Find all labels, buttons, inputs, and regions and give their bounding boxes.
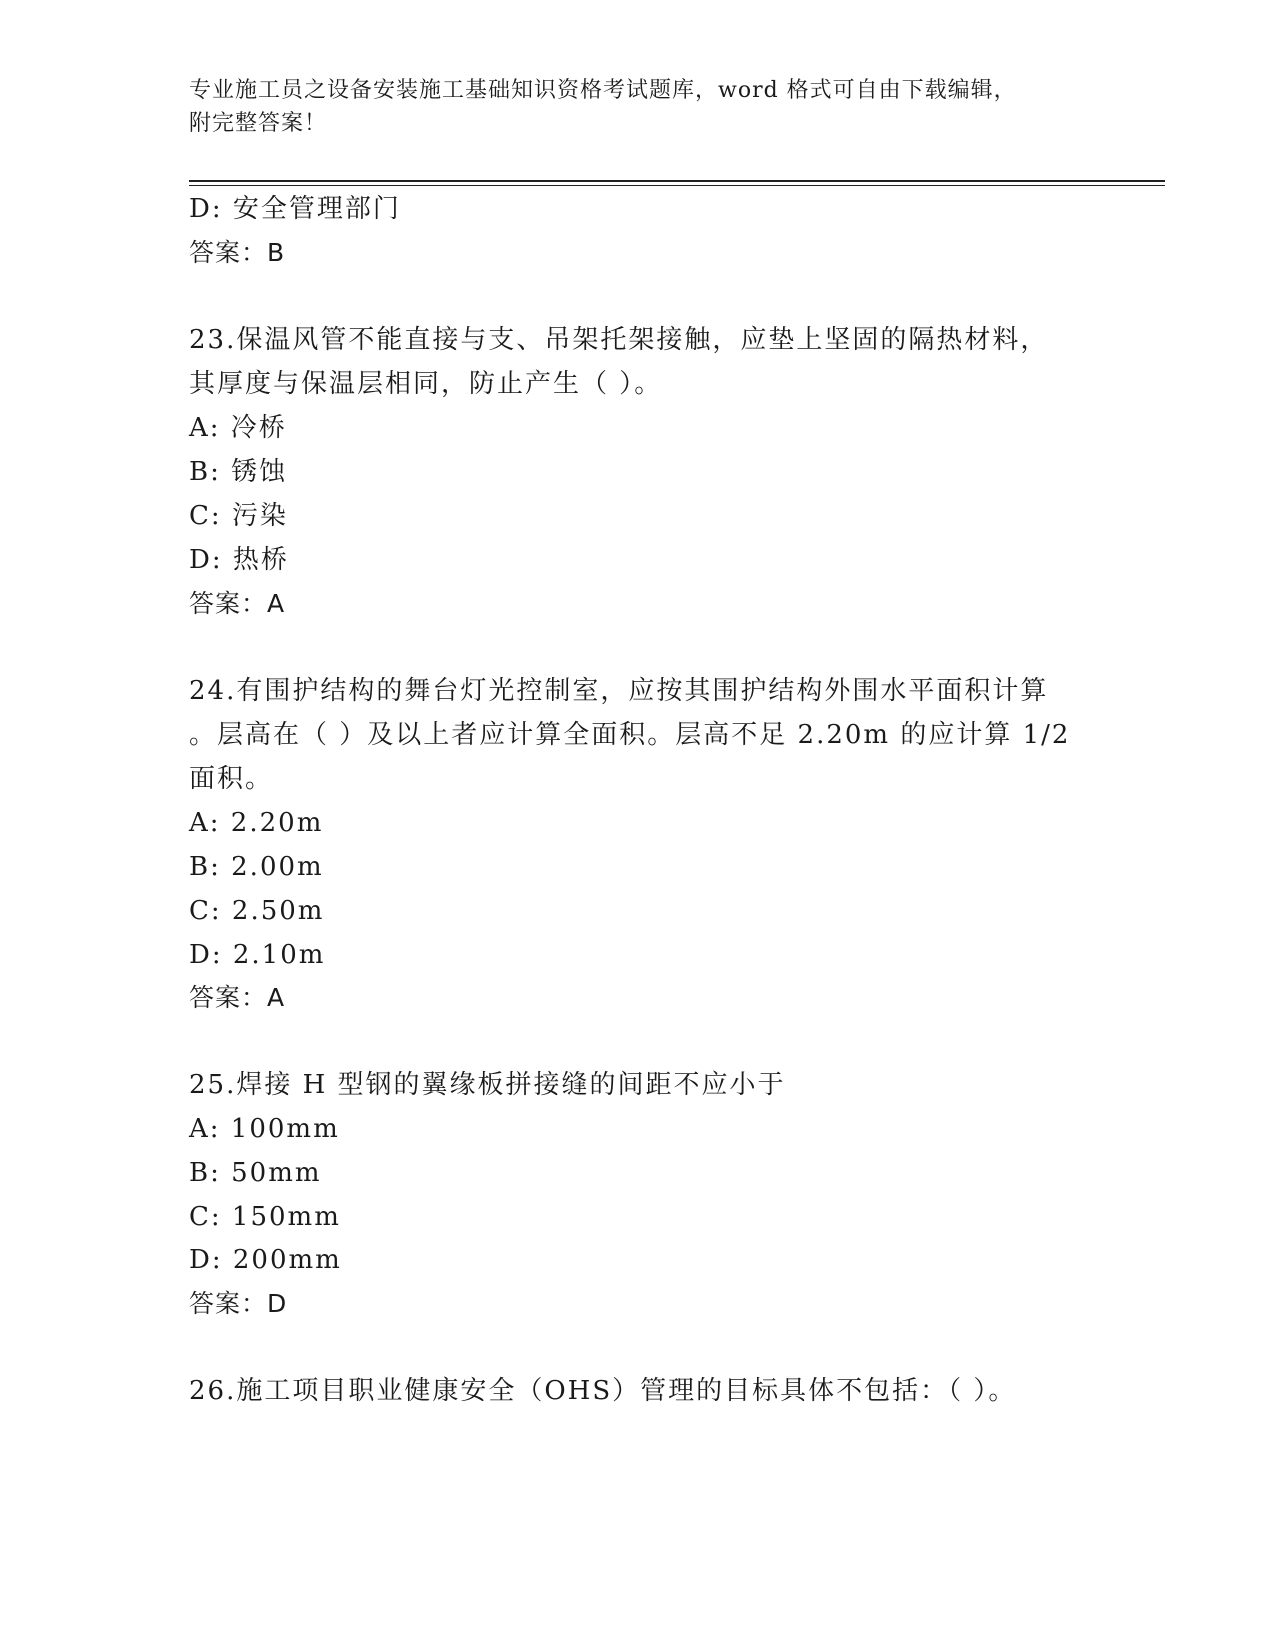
q24-option-c: C: 2.50m bbox=[189, 896, 325, 926]
q25-option-c: C: 150mm bbox=[189, 1202, 341, 1232]
header-divider-thin bbox=[189, 185, 1165, 186]
q23-option-b: B: 锈蚀 bbox=[189, 457, 288, 487]
q25-option-b: B: 50mm bbox=[189, 1158, 322, 1188]
q23-option-a: A: 冷桥 bbox=[189, 413, 287, 443]
q24-text-line-2: 。层高在（ ）及以上者应计算全面积。层高不足 2.20m 的应计算 1/2 bbox=[189, 720, 1071, 750]
header-line-2: 附完整答案！ bbox=[189, 111, 328, 136]
q23-option-c: C: 污染 bbox=[189, 501, 288, 531]
q24-text-line-3: 面积。 bbox=[189, 764, 274, 794]
prev-answer: 答案：B bbox=[189, 238, 286, 267]
header-divider-thick bbox=[189, 180, 1165, 182]
q24-answer: 答案：A bbox=[189, 983, 286, 1012]
document-header bbox=[189, 74, 1089, 140]
q24-option-a: A: 2.20m bbox=[189, 808, 324, 838]
q25-text-line-1: 25.焊接 H 型钢的翼缘板拼接缝的间距不应小于 bbox=[189, 1070, 786, 1100]
prev-option-d: D: 安全管理部门 bbox=[189, 194, 401, 224]
q24-option-b: B: 2.00m bbox=[189, 852, 324, 882]
header-line-1: 专业施工员之设备安装施工基础知识资格考试题库，word 格式可自由下载编辑， bbox=[189, 78, 1017, 103]
q23-answer: 答案：A bbox=[189, 589, 286, 618]
q23-text-line-2: 其厚度与保温层相同，防止产生（ ）。 bbox=[189, 369, 663, 399]
q26-text-line-1: 26.施工项目职业健康安全（OHS）管理的目标具体不包括：（ ）。 bbox=[189, 1376, 1017, 1406]
q23-text-line-1: 23.保温风管不能直接与支、吊架托架接触，应垫上坚固的隔热材料， bbox=[189, 325, 1049, 355]
q25-option-d: D: 200mm bbox=[189, 1245, 342, 1275]
q25-answer: 答案：D bbox=[189, 1289, 288, 1318]
q24-text-line-1: 24.有围护结构的舞台灯光控制室，应按其围护结构外围水平面积计算 bbox=[189, 676, 1049, 706]
q25-option-a: A: 100mm bbox=[189, 1114, 340, 1144]
q24-option-d: D: 2.10m bbox=[189, 940, 326, 970]
q23-option-d: D: 热桥 bbox=[189, 545, 289, 575]
